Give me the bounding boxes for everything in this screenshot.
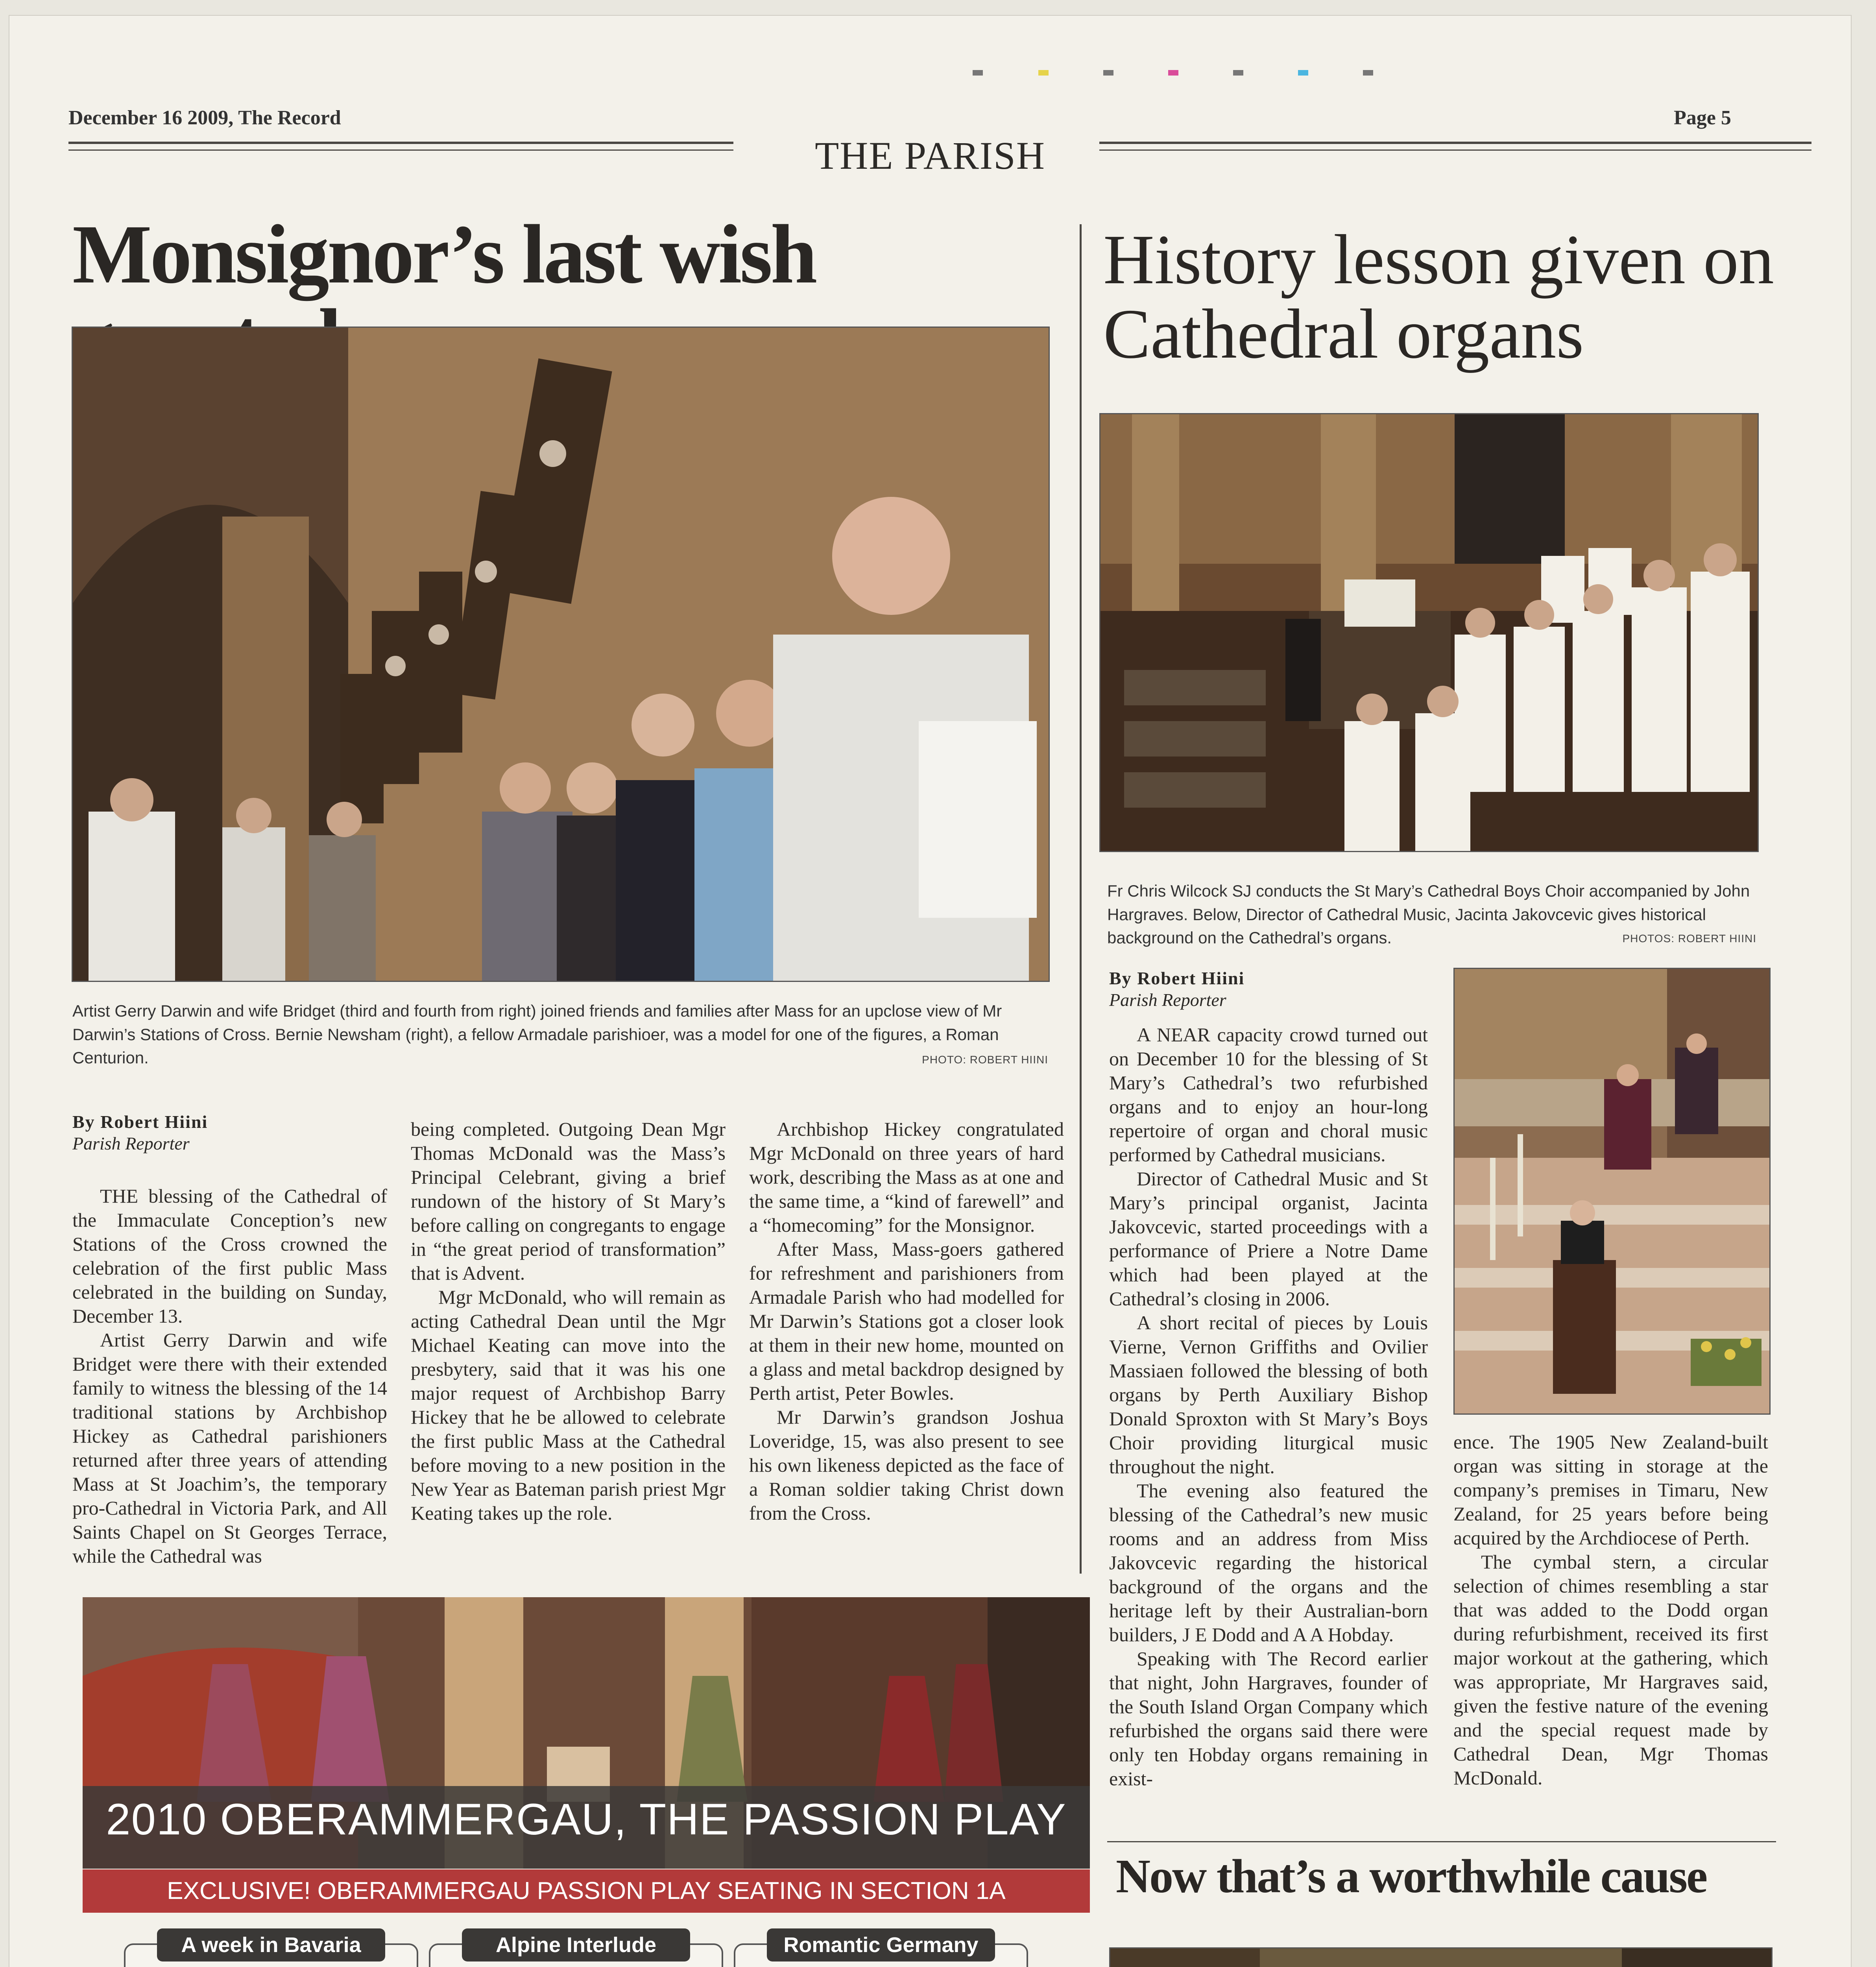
headline-worthwhile: Now that’s a worthwhile cause	[1116, 1850, 1707, 1903]
photo-credit: PHOTOS: ROBERT HIINI	[1622, 932, 1756, 945]
page-number: Page 5	[1674, 107, 1731, 129]
paragraph: A NEAR capacity crowd turned out on December 10 for the blessing of St Mary’s Cathedral’s two refurbished organs and to enjoy an hour-long repertoire of organ and choral music performed by Cathedral musicians.	[1109, 1024, 1428, 1166]
tour-name: Alpine Interlude	[462, 1928, 690, 1961]
photo-boys-choir	[1099, 413, 1759, 852]
headline-monsignor: Monsignor’s last wish	[72, 208, 816, 301]
paragraph: The cymbal stern, a circular selection of chimes resembling a star that was added to the Dodd organ during refurbishment, received its first major workout at the gathering, which was appropriate, Mr Hargraves said, given the festive nature of the evening and the special request made by Cathedral Dean, Mgr Thomas McDonald.	[1453, 1551, 1768, 1789]
paragraph: The evening also featured the blessing of the Cathedral’s new music rooms and an address from Miss Jakovcevic regarding the historical background of the organs and the heritage left by their Australian-born builders, J E Dodd and A A Hobday.	[1109, 1480, 1428, 1646]
headline-organs: History lesson given on Cathedral organs	[1103, 220, 1774, 373]
header-rule	[1099, 149, 1811, 151]
story-rule	[1107, 1841, 1776, 1842]
column-divider	[1080, 224, 1082, 1574]
paragraph: being completed. Outgoing Dean Mgr Thomas McDonald was the Mass’s Principal Celebrant, giving a brief rundown of the history of St Mary’s before calling on congregants to engage in “the great period of transformation” that is Advent.	[411, 1118, 726, 1284]
ad-subtitle: EXCLUSIVE! OBERAMMERGAU PASSION PLAY SEATING IN SECTION 1A	[83, 1869, 1090, 1913]
tour-card-alpine	[429, 1933, 723, 1967]
byline-role: Parish Reporter	[1109, 990, 1226, 1010]
photo-caption: Fr Chris Wilcock SJ conducts the St Mary’s Cathedral Boys Choir accompanied by John Hargraves. Below, Director of Cathedral Music, Jacinta Jakovcevic gives historical background on the Cathedral’s organs.	[1107, 882, 1750, 947]
article-column	[1109, 1023, 1428, 1791]
newspaper-page	[9, 15, 1852, 1967]
article-column	[1453, 1430, 1768, 1790]
paragraph: Archbishop Hickey congratulated Mgr McDonald on three years of hard work, describing the Mass as at one and the same time, a “kind of farewell” and a “homecoming” for the Monsignor.	[749, 1118, 1064, 1236]
paragraph: A short recital of pieces by Louis Vierne, Vernon Griffiths and Ovilier Massiaen followed the blessing of both organs by Perth Auxiliary Bishop Donald Sproxton with St Mary’s Boys Choir providing liturgical music throughout the night.	[1109, 1312, 1428, 1478]
section-title: THE PARISH	[815, 134, 1045, 177]
paragraph: ence. The 1905 New Zealand-built organ was sitting in storage at the company’s premises in Timaru, New Zealand, for 25 years before being acquired by the Archdiocese of Perth.	[1453, 1431, 1768, 1549]
photo-credit: PHOTO: ROBERT HIINI	[922, 1054, 1048, 1066]
paragraph: Director of Cathedral Music and St Mary’s principal organist, Jacinta Jakovcevic, started proceedings with a performance of Priere a Notre Dame which had been played at the Cathedral’s closing in 2006.	[1109, 1168, 1428, 1310]
photo-stations-of-cross	[72, 327, 1050, 982]
paragraph: Artist Gerry Darwin and wife Bridget were there with their extended family to witness the blessing of the 14 traditional stations by Archbishop Hickey as Cathedral parishioners returned after three years of attending Mass at St Joachim’s, the temporary pro-Cathedral in Victoria Park, and All Saints Chapel on St Georges Terrace, while the Cathedral was	[72, 1329, 387, 1567]
ad-passion-play-banner	[83, 1597, 1090, 1869]
tauck-advertisement	[83, 1597, 1090, 1967]
ad-title: 2010 OBERAMMERGAU, THE PASSION PLAY	[106, 1795, 1067, 1844]
article-column	[72, 1184, 387, 1568]
header-rule	[1099, 142, 1811, 144]
photo-monsignor-record	[1109, 1947, 1773, 1967]
header-rule	[68, 149, 733, 151]
photo-caption: Artist Gerry Darwin and wife Bridget (third and fourth from right) joined friends and families after Mass for an upclose view of Mr Darwin’s Stations of Cross. Bernie Newsham (right), a fellow Armadale parishioer, was a model for one of the figures, a Roman Centurion.	[72, 1002, 1002, 1067]
tour-card-bavaria	[124, 1933, 418, 1967]
paragraph: Mr Darwin’s grandson Joshua Loveridge, 15, was also present to see his own likeness depicted as the face of a Roman soldier taking Christ down from the Cross.	[749, 1406, 1064, 1524]
photo-jakovcevic-lectern	[1453, 968, 1771, 1415]
article-column	[411, 1117, 726, 1525]
paragraph: THE blessing of the Cathedral of the Immaculate Conception’s new Stations of the Cross crowned the celebration of the first public Mass celebrated in the building on Sunday, December 13.	[72, 1185, 387, 1327]
issue-date: December 16 2009, The Record	[68, 107, 341, 129]
paragraph: After Mass, Mass-goers gathered for refreshment and parishioners from Armadale Parish who had modelled for Mr Darwin’s Stations got a closer look at them in their new home, mounted on a glass and metal backdrop designed by Perth artist, Peter Bowles.	[749, 1238, 1064, 1404]
paragraph: Mgr McDonald, who will remain as acting Cathedral Dean until the Mgr Michael Keating can move into the presbytery, said that it was his one major request of Archbishop Barry Hickey that he be allowed to celebrate the first public Mass at the Cathedral before moving to a new position in the New Year as Bateman parish priest Mgr Keating takes up the role.	[411, 1286, 726, 1524]
tour-name: Romantic Germany	[767, 1928, 995, 1961]
byline-role: Parish Reporter	[72, 1133, 190, 1153]
header-rule	[68, 142, 733, 144]
byline: By Robert Hiini	[1109, 968, 1245, 988]
tour-card-romantic-germany	[734, 1933, 1028, 1967]
article-column	[749, 1117, 1064, 1525]
paragraph: Speaking with The Record earlier that night, John Hargraves, founder of the South Island Organ Company which refurbished the organs said there were only ten Hobday organs remaining in exist-	[1109, 1648, 1428, 1790]
tour-name: A week in Bavaria	[157, 1928, 385, 1961]
byline: By Robert Hiini	[72, 1112, 208, 1132]
